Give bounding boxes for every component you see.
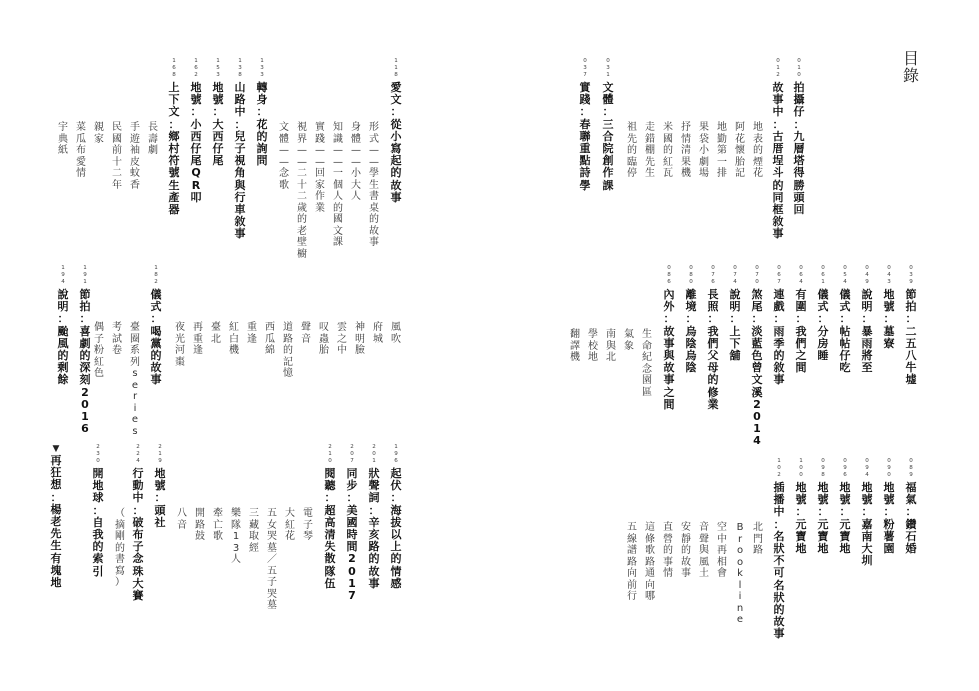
toc-subentry: 臺 北 (211, 322, 221, 345)
toc-entry: 0 9 6 地 號 ： 元 寶 地 (839, 458, 851, 556)
toc-subentry: 偶 子 粉 紅 色 (94, 322, 104, 379)
page-number: 0 (755, 265, 759, 271)
page-number: 7 (350, 458, 354, 464)
toc-subentry: 菜 瓜 布 愛 情 (76, 122, 86, 179)
toc-entry: 1 9 1 節 拍 ： 喜 劇 的 深 刻 2 0 1 6 (79, 265, 91, 436)
page-number: 8 (821, 472, 825, 478)
toc-entry: 0 6 7 連 戲 ： 雨 季 的 敘 事 (773, 265, 785, 387)
toc-subentry: 這 條 歌 路 通 向 哪 (645, 522, 655, 602)
toc-entry: 1 6 2 地 號 ： 小 西 仔 尾 Q R 叩 (190, 58, 202, 204)
toc-subentry: 府 城 (373, 322, 383, 345)
toc-entry: 0 8 9 福 氣 ： 鑽 石 婚 (905, 458, 917, 556)
page-number: 0 (799, 472, 803, 478)
page-number: 7 (733, 272, 737, 278)
toc-subentry: 走 錯 棚 先 生 (645, 122, 655, 179)
toc-subentry: 再 重 逢 (193, 322, 203, 356)
toc-subentry: 果 袋 小 劇 場 (699, 122, 709, 179)
toc-subentry: 五 線 譜 路 向 前 行 (627, 522, 637, 602)
toc-subentry: 地 表 的 煙 花 (753, 122, 763, 179)
toc-entry: 2 1 0 閱 聽 ： 超 高 清 失 散 隊 伍 (324, 444, 336, 590)
toc-entry: 1 8 2 儀 式 ： 喝 黨 的 故 事 (150, 265, 162, 387)
page-number: 0 (865, 458, 869, 464)
page-number: 2 (776, 72, 780, 78)
page-number: 0 (777, 465, 781, 471)
page-number: 0 (821, 458, 825, 464)
toc-subentry: 牽 亡 歌 (213, 508, 223, 542)
toc-entry: 2 0 1 狀 聲 詞 ： 辛 亥 路 的 故 事 (368, 444, 380, 590)
page-number: 0 (689, 279, 693, 285)
toc-entry: 0 9 0 地 號 ： 粉 薯 園 (883, 458, 895, 556)
toc-entry: 2 1 9 地 號 ： 頭 社 (154, 444, 166, 529)
page-number: 1 (61, 265, 65, 271)
page-number: 0 (777, 265, 781, 271)
page-number: 9 (887, 465, 891, 471)
page-number: 8 (689, 272, 693, 278)
page-number: 1 (154, 265, 158, 271)
toc-entry: 0 4 9 說 明 ： 暴 雨 將 至 (861, 265, 873, 375)
toc-subentry: 實 踐 — — 回 家 作 業 (315, 122, 325, 214)
page-number: 0 (865, 265, 869, 271)
page-number: 3 (909, 272, 913, 278)
toc-subentry: 空 中 再 相 會 (717, 522, 727, 579)
page-number: 0 (606, 58, 610, 64)
page-number: 4 (733, 279, 737, 285)
toc-subentry: 宇 典 紙 (58, 122, 68, 156)
toc-subentry: 民 國 前 十 二 年 (112, 122, 122, 191)
page-number: 9 (843, 465, 847, 471)
toc-subentry: 聲 音 (301, 322, 311, 345)
toc-subentry: 地 勤 第 一 排 (717, 122, 727, 179)
page-number: 9 (909, 472, 913, 478)
page-number: 1 (776, 65, 780, 71)
page-number: 0 (799, 465, 803, 471)
page-number: 1 (238, 58, 242, 64)
page-number: 2 (158, 444, 162, 450)
page-number: 1 (260, 58, 264, 64)
toc-subentry: 北 門 路 (753, 522, 763, 556)
page-number: 9 (158, 458, 162, 464)
page-number: 2 (96, 444, 100, 450)
page-number: 6 (194, 65, 198, 71)
toc-subentry: 音 聲 與 風 土 (699, 522, 709, 579)
toc-subentry: 風 吹 (391, 322, 401, 345)
toc-subentry: 紅 白 機 (229, 322, 239, 356)
page-number: 1 (216, 58, 220, 64)
toc-subentry: 考 試 卷 (112, 322, 122, 356)
page-number: 4 (887, 272, 891, 278)
toc-subentry: 文 體 — — 念 歌 (279, 122, 289, 191)
page-number: 9 (61, 272, 65, 278)
page-number: 0 (667, 265, 671, 271)
toc-entry: 2 3 0 開 地 球 ： 自 我 的 索 引 (92, 444, 104, 578)
page-number: 3 (260, 65, 264, 71)
page-number: 8 (172, 72, 176, 78)
page-number: 9 (865, 465, 869, 471)
toc-entry: 0 9 4 地 號 ： 嘉 南 大 圳 (861, 458, 873, 568)
toc-subentry: 翻 譯 機 (570, 329, 580, 363)
page-number: 0 (843, 265, 847, 271)
toc-subentry: 米 國 的 紅 瓦 (663, 122, 673, 179)
page-number: 6 (843, 472, 847, 478)
page-number: 3 (606, 65, 610, 71)
toc-subentry: 樂 隊 1 3 人 (231, 508, 241, 565)
page-number: 0 (776, 58, 780, 64)
page-number: 9 (394, 451, 398, 457)
page-number: 6 (799, 272, 803, 278)
toc-subentry: 親 家 (94, 122, 104, 145)
toc-subentry: 知 識 — — 一 個 人 的 國 文 課 (333, 122, 343, 248)
page-number: 9 (83, 272, 87, 278)
toc-subentry: 抒 情 清 果 機 (681, 122, 691, 179)
page-number: 3 (96, 451, 100, 457)
toc-subentry: 南 與 北 (606, 329, 616, 363)
page-number: 7 (583, 72, 587, 78)
page-number: 8 (667, 272, 671, 278)
toc-subentry: 五 女 哭 墓 ／ 五 子 哭 墓 (267, 508, 277, 611)
toc-subentry: 道 路 的 記 憶 (283, 322, 293, 379)
toc-entry: 0 3 1 文 體 ： 三 合 院 創 作 課 (602, 58, 614, 192)
toc-subentry: 重 逢 (247, 322, 257, 345)
toc-subentry: 臺 圈 系 列 s e r i e s (130, 322, 140, 437)
toc-subentry: 西 瓜 綿 (265, 322, 275, 356)
toc-entry: 0 8 6 內 外 ： 故 事 與 故 事 之 間 (663, 265, 675, 411)
page-number: 0 (821, 265, 825, 271)
page-number: 2 (154, 279, 158, 285)
page-number: 0 (689, 265, 693, 271)
page-number: 4 (136, 458, 140, 464)
toc-subentry: 大 紅 花 (285, 508, 295, 542)
toc-subentry: 長 壽 劇 (148, 122, 158, 156)
page-number: 7 (777, 279, 781, 285)
toc-subentry: 生 命 紀 念 園 區 (642, 329, 652, 398)
toc-subentry: 視 界 — — 二 十 二 歲 的 老 壁 櫥 (297, 122, 307, 260)
page-number: 1 (83, 279, 87, 285)
toc-subentry: 三 藏 取 經 (249, 508, 259, 554)
page-number: 1 (83, 265, 87, 271)
toc-entry: 0 1 0 拍 攝 仔 ： 九 層 塔 得 勝 頭 回 (793, 58, 805, 217)
toc-subentry: 祖 先 的 臨 停 (627, 122, 637, 179)
page-number: 4 (843, 279, 847, 285)
page-number: 3 (887, 279, 891, 285)
triangle-down-icon: ▼ (52, 444, 60, 454)
toc-entry: 0 7 6 長 照 ： 我 們 父 母 的 修 業 (707, 265, 719, 411)
page-number: 1 (328, 451, 332, 457)
toc-entry: 0 3 7 實 踐 ： 春 聯 重 點 詩 學 (579, 58, 591, 192)
page-number: 8 (154, 272, 158, 278)
page-number: 6 (821, 272, 825, 278)
toc-entry: 1 0 0 地 號 ： 元 寶 地 (795, 458, 807, 556)
page-number: 2 (136, 444, 140, 450)
toc-entry: 1 6 8 上 下 文 ： 鄉 村 符 號 生 產 器 (168, 58, 180, 217)
page-number: 8 (238, 72, 242, 78)
page-number: 8 (394, 72, 398, 78)
page-number: 8 (909, 465, 913, 471)
toc-entry: 0 6 4 有 圍 ： 我 們 之 間 (795, 265, 807, 375)
page-number: 4 (865, 272, 869, 278)
toc-entry: 2 2 4 行 動 中 ： 破 布 子 念 珠 大 賽 (132, 444, 144, 603)
page-number: 1 (394, 65, 398, 71)
toc-entry: 0 9 8 地 號 ： 元 寶 地 (817, 458, 829, 556)
toc-entry: 0 6 1 儀 式 ： 分 房 睡 (817, 265, 829, 363)
toc-entry: 0 1 2 故 事 中 ： 古 厝 埕 斗 的 同 框 敘 事 (772, 58, 784, 241)
page-number: 0 (96, 458, 100, 464)
page-number: 1 (799, 458, 803, 464)
toc-subentry: 開 路 鼓 (195, 508, 205, 542)
toc-entry: 1 3 3 轉 身 ： 花 的 詢 問 (256, 58, 268, 168)
toc-entry: 0 5 4 儀 式 ： 帖 帖 仔 吃 (839, 265, 851, 375)
page-number: 7 (711, 272, 715, 278)
page-number: 1 (777, 458, 781, 464)
toc-subentry: 叹 蟲 胎 (319, 322, 329, 356)
page-number: 1 (606, 72, 610, 78)
page-number: 4 (865, 472, 869, 478)
page-number: 0 (755, 279, 759, 285)
page-number: 0 (350, 451, 354, 457)
toc-entry: 1 9 4 說 明 ： 颱 風 的 剩 餘 (57, 265, 69, 387)
page-number: 0 (797, 58, 801, 64)
page-number: 6 (777, 272, 781, 278)
toc-subentry: 直 營 的 事 情 (663, 522, 673, 579)
page-number: 5 (843, 272, 847, 278)
toc-subentry: 手 遊 袖 皮 蚊 香 (130, 122, 140, 191)
page-number: 0 (887, 265, 891, 271)
page-number: 0 (909, 458, 913, 464)
page-number: 6 (711, 279, 715, 285)
page-number: 5 (216, 65, 220, 71)
toc-subentry: 神 明 臉 (355, 322, 365, 356)
page-number: 0 (887, 458, 891, 464)
page-number: 1 (394, 444, 398, 450)
page-number: 4 (799, 279, 803, 285)
toc-subentry: 阿 花 懷 胎 記 (735, 122, 745, 179)
page-number: 6 (667, 279, 671, 285)
page-number: 1 (394, 58, 398, 64)
toc-subentry: 氣 象 (624, 329, 634, 352)
page-number: 0 (909, 265, 913, 271)
toc-entry: 1 1 8 愛 文 ： 從 小 寫 起 的 故 事 (390, 58, 402, 204)
toc-subentry: 雲 之 中 (337, 322, 347, 356)
page-number: 3 (583, 65, 587, 71)
page-number: 2 (372, 444, 376, 450)
toc-subentry: （ 摘 剛 的 書 寫 ） (115, 508, 125, 588)
page-number: 4 (61, 279, 65, 285)
page-number: 0 (799, 265, 803, 271)
page-number: 9 (909, 279, 913, 285)
toc-subentry: B r o o k l i n e (736, 522, 744, 625)
toc-entry: 2 0 7 同 步 ： 美 國 時 間 2 0 1 7 (346, 444, 358, 603)
page-number: 2 (194, 72, 198, 78)
page-number: 1 (194, 58, 198, 64)
page-title: 目 錄 (902, 49, 919, 85)
page-number: 0 (711, 265, 715, 271)
page-number: 2 (350, 444, 354, 450)
page-number: 1 (172, 58, 176, 64)
page-number: 9 (821, 465, 825, 471)
toc-entry: 0 3 9 節 拍 ： 二 五 八 牛 墟 (905, 265, 917, 387)
page-number: 0 (843, 458, 847, 464)
page-number: 0 (372, 451, 376, 457)
toc-entry: ▼ 再 狂 想 ： 楊 老 先 生 有 塊 地 (50, 444, 62, 590)
page-number: 1 (821, 279, 825, 285)
page-number: 6 (394, 458, 398, 464)
page-number: 2 (777, 472, 781, 478)
page-number: 2 (136, 451, 140, 457)
toc-entry: 0 4 3 地 號 ： 墓 寮 (883, 265, 895, 350)
page-number: 3 (260, 72, 264, 78)
page-number: 2 (328, 444, 332, 450)
toc-subentry: 形 式 — — 學 生 書 桌 的 故 事 (369, 122, 379, 248)
page-number: 0 (328, 458, 332, 464)
page-number: 0 (583, 58, 587, 64)
page-number: 1 (797, 65, 801, 71)
toc-entry: 0 8 0 離 境 ： 烏 陰 烏 陰 (685, 265, 697, 375)
toc-subentry: 電 子 琴 (303, 508, 313, 542)
page-number: 0 (887, 472, 891, 478)
toc-subentry: 安 靜 的 故 事 (681, 522, 691, 579)
toc-entry: 1 5 3 地 號 ： 大 西 仔 尾 (212, 58, 224, 168)
toc-entry: 0 7 4 說 明 ： 上 下 舖 (729, 265, 741, 363)
toc-entry: 1 3 8 山 路 中 ： 兒 子 視 角 與 行 車 敘 事 (234, 58, 246, 241)
page-number: 7 (755, 272, 759, 278)
page-number: 6 (172, 65, 176, 71)
page-number: 3 (238, 65, 242, 71)
page-number: 0 (733, 265, 737, 271)
page-number: 1 (158, 451, 162, 457)
toc-subentry: 八 音 (177, 508, 187, 531)
toc-subentry: 身 體 — — 小 大 人 (351, 122, 361, 202)
toc-subentry: 學 校 地 (588, 329, 598, 363)
page-number: 3 (216, 72, 220, 78)
page-number: 0 (797, 72, 801, 78)
toc-subentry: 夜 光 河 棗 (175, 322, 185, 368)
page-number: 9 (865, 279, 869, 285)
toc-entry: 1 9 6 起 伏 ： 海 拔 以 上 的 情 感 (390, 444, 402, 590)
toc-entry: 0 7 0 煞 尾 ： 淡 藍 色 曾 文 溪 2 0 1 4 (751, 265, 763, 448)
toc-entry: 1 0 2 插 播 中 ： 名 狀 不 可 名 狀 的 故 事 (773, 458, 785, 641)
page-number: 1 (372, 458, 376, 464)
